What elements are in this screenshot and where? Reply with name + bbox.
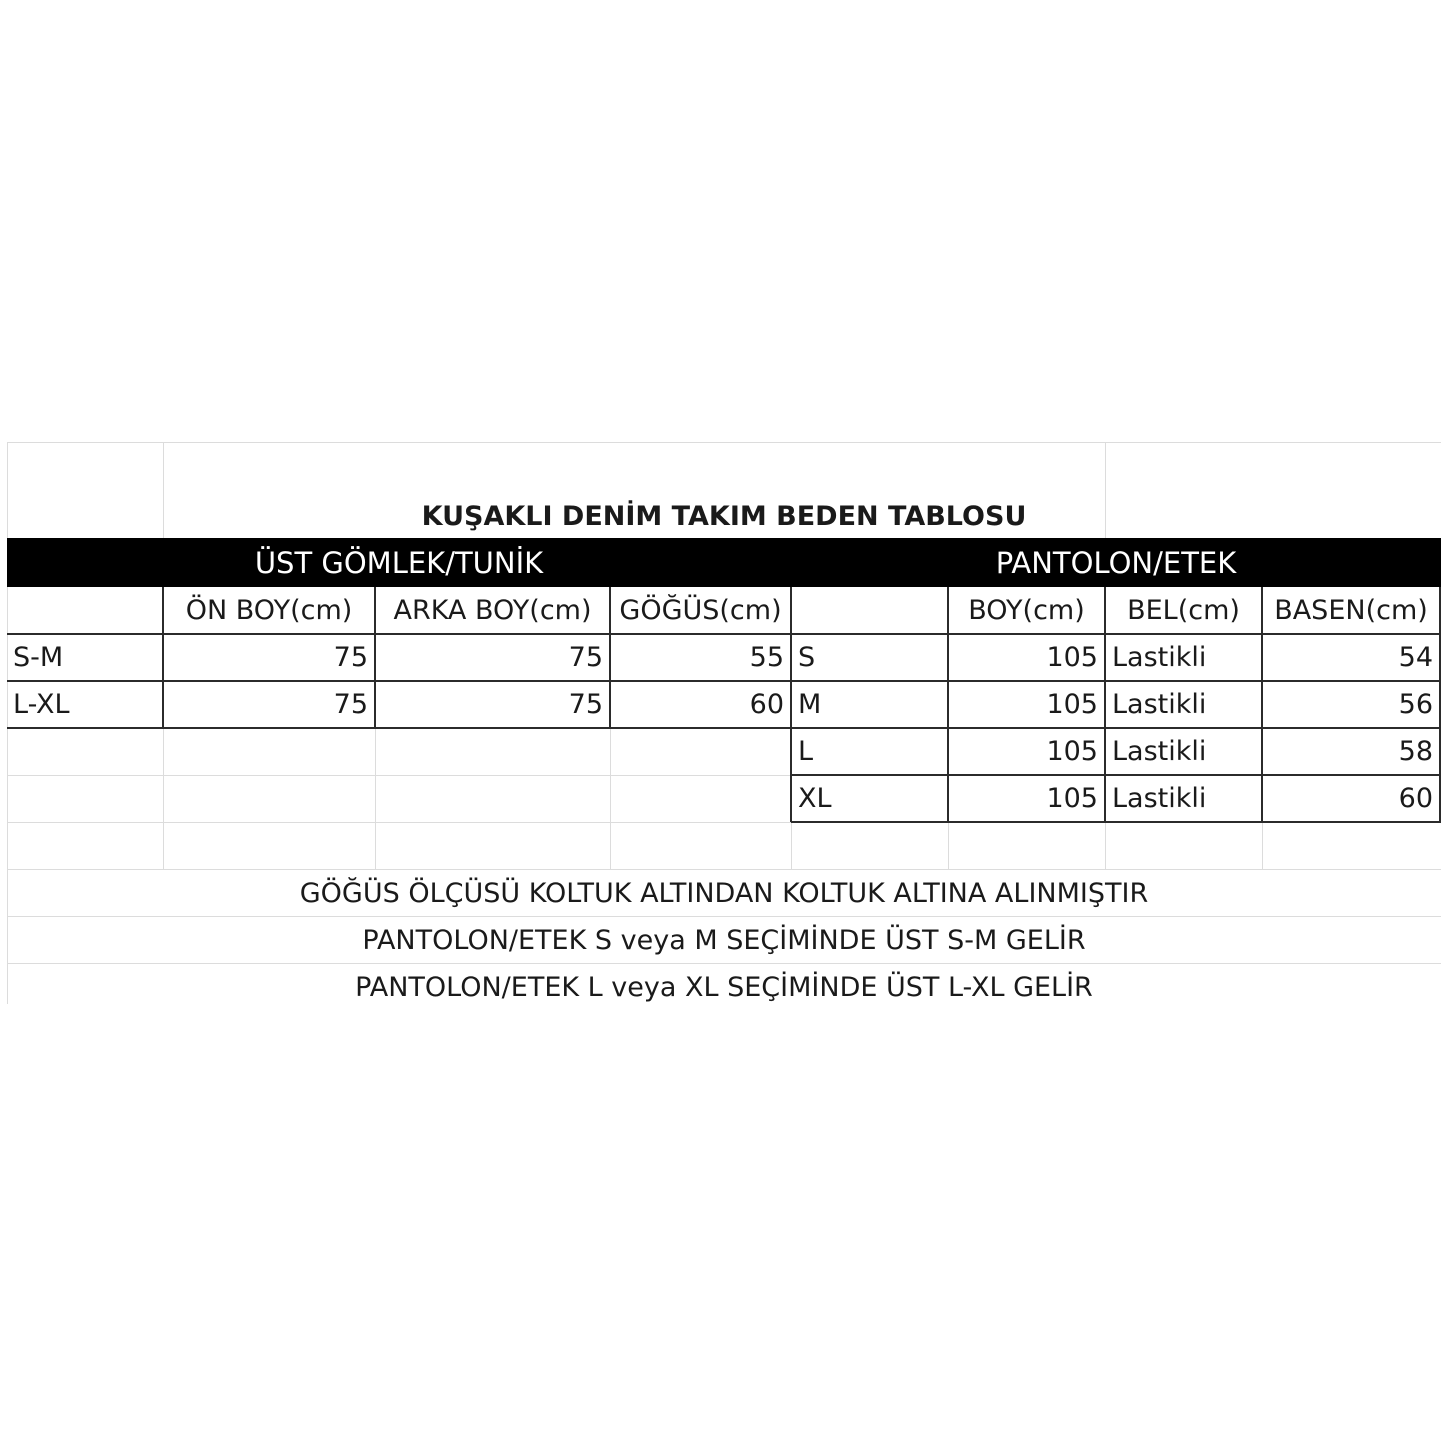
top-header-arka-boy: ARKA BOY(cm): [393, 595, 592, 626]
gridline: [163, 728, 164, 869]
top-header-gogus: GÖĞÜS(cm): [619, 595, 782, 626]
top-cell: 75: [568, 689, 603, 720]
top-header-on-boy: ÖN BOY(cm): [185, 595, 353, 626]
top-cell: 55: [749, 642, 784, 673]
top-size-label: S-M: [13, 642, 64, 673]
border: [791, 821, 1441, 823]
bottom-cell: 105: [1046, 783, 1098, 814]
note-chest-measurement: GÖĞÜS ÖLÇÜSÜ KOLTUK ALTINDAN KOLTUK ALTINA ALINMIŞTIR: [299, 878, 1149, 909]
bottom-cell: 105: [1046, 689, 1098, 720]
note-large-sizes: PANTOLON/ETEK L veya XL SEÇİMİNDE ÜST L-XL GELİR: [355, 972, 1093, 1003]
border: [1439, 587, 1441, 822]
border: [7, 727, 791, 729]
gridline: [1262, 822, 1263, 869]
gridline: [948, 822, 949, 869]
bottom-size-label: M: [798, 689, 822, 720]
bottom-cell: 105: [1046, 642, 1098, 673]
gridline: [610, 728, 611, 869]
top-cell: 60: [749, 689, 784, 720]
bottom-cell: 54: [1398, 642, 1433, 673]
top-cell: 75: [333, 689, 368, 720]
chart-title: KUŞAKLI DENİM TAKIM BEDEN TABLOSU: [421, 501, 1027, 532]
top-cell: 75: [568, 642, 603, 673]
section-bottom-label: PANTOLON/ETEK: [995, 546, 1237, 580]
bottom-cell: 105: [1046, 736, 1098, 767]
gridline: [375, 728, 376, 869]
bottom-header-basen: BASEN(cm): [1274, 595, 1428, 626]
note-small-sizes: PANTOLON/ETEK S veya M SEÇİMİNDE ÜST S-M GELİR: [362, 925, 1086, 956]
top-size-label: L-XL: [13, 689, 70, 720]
bottom-cell: 58: [1398, 736, 1433, 767]
bottom-cell: Lastikli: [1112, 783, 1207, 814]
bottom-cell: 56: [1398, 689, 1433, 720]
bottom-cell: Lastikli: [1112, 736, 1207, 767]
bottom-size-label: XL: [798, 783, 832, 814]
bottom-cell: Lastikli: [1112, 642, 1207, 673]
bottom-cell: Lastikli: [1112, 689, 1207, 720]
bottom-header-boy: BOY(cm): [968, 595, 1085, 626]
section-top-label: ÜST GÖMLEK/TUNİK: [254, 546, 544, 580]
bottom-size-label: L: [798, 736, 814, 767]
gridline: [7, 442, 1441, 443]
gridline: [7, 775, 791, 776]
size-chart-sheet: [7, 442, 1441, 1004]
bottom-cell: 60: [1398, 783, 1433, 814]
top-cell: 75: [333, 642, 368, 673]
bottom-size-label: S: [798, 642, 816, 673]
gridline: [1105, 822, 1106, 869]
gridline: [791, 822, 792, 869]
bottom-header-bel: BEL(cm): [1127, 595, 1240, 626]
